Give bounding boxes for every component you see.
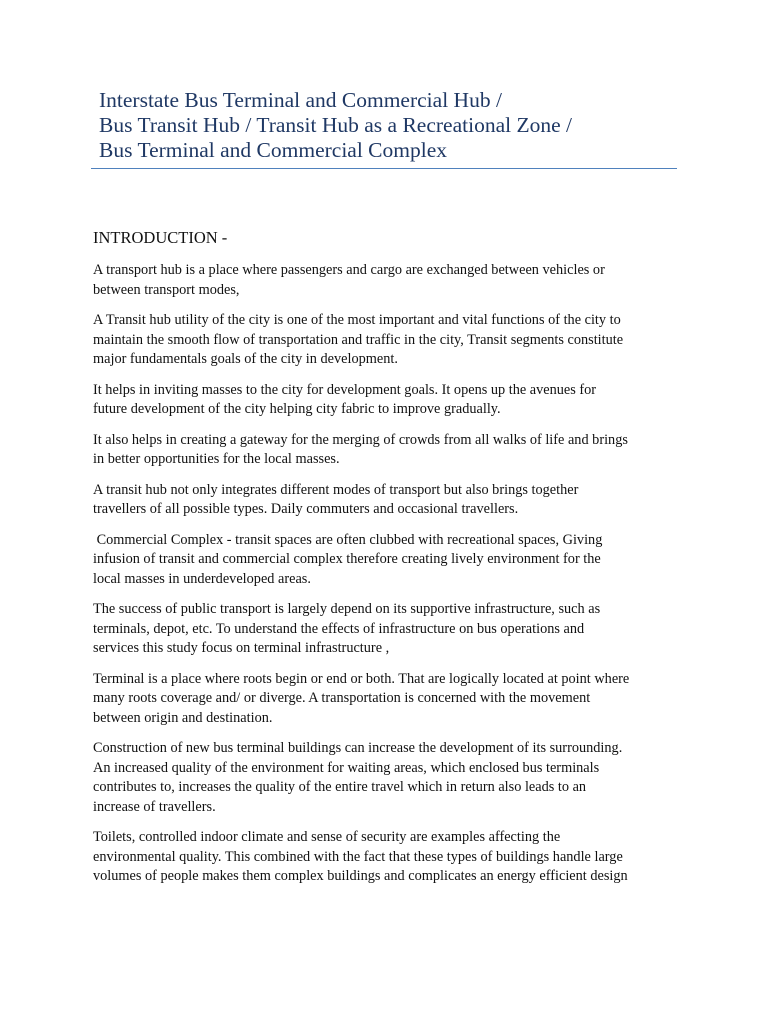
title-divider: [91, 168, 677, 169]
paragraph-line: major fundamentals goals of the city in development.: [93, 351, 398, 367]
title-line: Bus Transit Hub / Transit Hub as a Recreational Zone /: [99, 113, 572, 137]
paragraph-line: The success of public transport is largely depend on its supportive infrastructure, such as: [93, 601, 601, 617]
paragraph-line: A transit hub not only integrates different modes of transport but also brings together: [93, 481, 579, 498]
paragraph-line: infusion of transit and commercial complex therefore creating lively environment for the: [93, 551, 601, 567]
paragraph: [93, 481, 683, 520]
title-line: Bus Terminal and Commercial Complex: [99, 138, 448, 162]
introduction-section: [93, 228, 683, 898]
paragraph-line: An increased quality of the environment for waiting areas, which enclosed bus terminals: [93, 759, 600, 776]
paragraph-line: Commercial Complex - transit spaces are often clubbed with recreational spaces, Giving: [93, 531, 603, 548]
paragraph-line: It also helps in creating a gateway for the merging of crowds from all walks of life and brings: [93, 431, 628, 448]
paragraph-line: future development of the city helping city fabric to improve gradually.: [93, 401, 501, 417]
paragraph: [93, 311, 683, 370]
paragraph-line: A transport hub is a place where passengers and cargo are exchanged between vehicles or: [93, 262, 605, 278]
paragraph: [93, 828, 683, 887]
paragraph-line: local masses in underdeveloped areas.: [93, 570, 311, 587]
paragraph: [93, 531, 683, 590]
paragraph-line: many roots coverage and/ or diverge. A transportation is concerned with the movement: [93, 690, 591, 706]
paragraph-line: between origin and destination.: [93, 709, 273, 726]
paragraph: [93, 381, 683, 420]
paragraph-line: Terminal is a place where roots begin or end or both. That are logically located at point where: [93, 670, 630, 687]
paragraph-line: in better opportunities for the local masses.: [93, 451, 340, 467]
paragraph-line: increase of travellers.: [93, 798, 216, 815]
title-line: Interstate Bus Terminal and Commercial Hub /: [99, 88, 502, 112]
paragraph-line: volumes of people makes them complex buildings and complicates an energy efficient design: [93, 868, 628, 884]
paragraph-line: A Transit hub utility of the city is one of the most important and vital functions of the city to: [93, 312, 621, 328]
section-heading: INTRODUCTION -: [93, 228, 228, 247]
paragraph-line: contributes to, increases the quality of the entire travel which in return also leads to an: [93, 779, 587, 795]
paragraph-line: terminals, depot, etc. To understand the effects of infrastructure on bus operations and: [93, 620, 585, 637]
paragraph: [93, 670, 683, 729]
paragraph-line: between transport modes,: [93, 281, 240, 298]
document-title: [99, 88, 689, 163]
paragraph: [93, 600, 683, 659]
paragraph: [93, 739, 683, 817]
paragraph-line: environmental quality. This combined with the fact that these types of buildings handle large: [93, 848, 623, 865]
paragraph: [93, 261, 683, 300]
paragraph-line: Toilets, controlled indoor climate and sense of security are examples affecting the: [93, 829, 561, 845]
paragraph-line: travellers of all possible types. Daily commuters and occasional travellers.: [93, 501, 519, 517]
paragraph-line: Construction of new bus terminal buildings can increase the development of its surrounding.: [93, 740, 623, 756]
paragraph-line: maintain the smooth flow of transportation and traffic in the city, Transit segments constitute: [93, 331, 624, 348]
paragraph-line: services this study focus on terminal infrastructure ,: [93, 640, 390, 656]
paragraph: [93, 431, 683, 470]
paragraph-line: It helps in inviting masses to the city for development goals. It opens up the avenues for: [93, 381, 597, 398]
